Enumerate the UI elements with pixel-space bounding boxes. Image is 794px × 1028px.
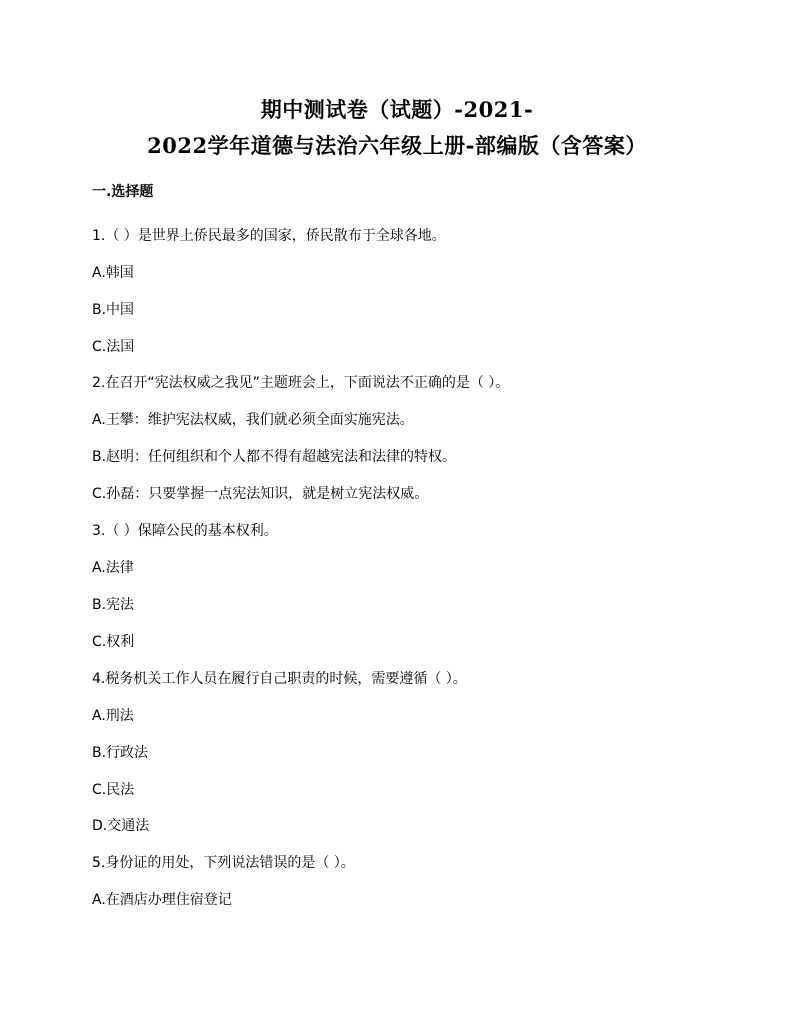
q2-option-c: C.孙磊：只要掌握一点宪法知识，就是树立宪法权威。 bbox=[92, 486, 429, 502]
q3-option-c: C.权利 bbox=[92, 634, 135, 650]
question-5: 5.身份证的用处，下列说法错误的是（ ）。 bbox=[92, 855, 355, 871]
q4-option-a: A.刑法 bbox=[92, 708, 134, 724]
q1-option-b: B.中国 bbox=[92, 302, 135, 318]
q4-option-d: D.交通法 bbox=[92, 818, 150, 834]
question-4: 4.税务机关工作人员在履行自己职责的时候，需要遵循（ ）。 bbox=[92, 671, 467, 687]
q2-option-a: A.王攀：维护宪法权威，我们就必须全面实施宪法。 bbox=[92, 412, 414, 428]
q3-option-a: A.法律 bbox=[92, 560, 134, 576]
title-line-2: 2022学年道德与法治六年级上册-部编版（含答案） bbox=[147, 133, 647, 158]
q4-option-b: B.行政法 bbox=[92, 745, 149, 761]
question-2: 2.在召开“宪法权威之我见”主题班会上，下面说法不正确的是（ ）。 bbox=[92, 375, 510, 391]
q4-option-c: C.民法 bbox=[92, 782, 135, 798]
q1-option-a: A.韩国 bbox=[92, 265, 134, 281]
section-heading: 一.选择题 bbox=[92, 184, 154, 200]
q5-option-a: A.在酒店办理住宿登记 bbox=[92, 892, 232, 908]
q3-option-b: B.宪法 bbox=[92, 597, 135, 613]
question-1: 1.（ ）是世界上侨民最多的国家，侨民散布于全球各地。 bbox=[92, 228, 446, 244]
q1-option-c: C.法国 bbox=[92, 339, 135, 355]
title-line-1: 期中测试卷（试题）-2021- bbox=[260, 97, 534, 122]
q2-option-b: B.赵明：任何组织和个人都不得有超越宪法和法律的特权。 bbox=[92, 449, 457, 465]
question-3: 3.（ ）保障公民的基本权利。 bbox=[92, 523, 278, 539]
